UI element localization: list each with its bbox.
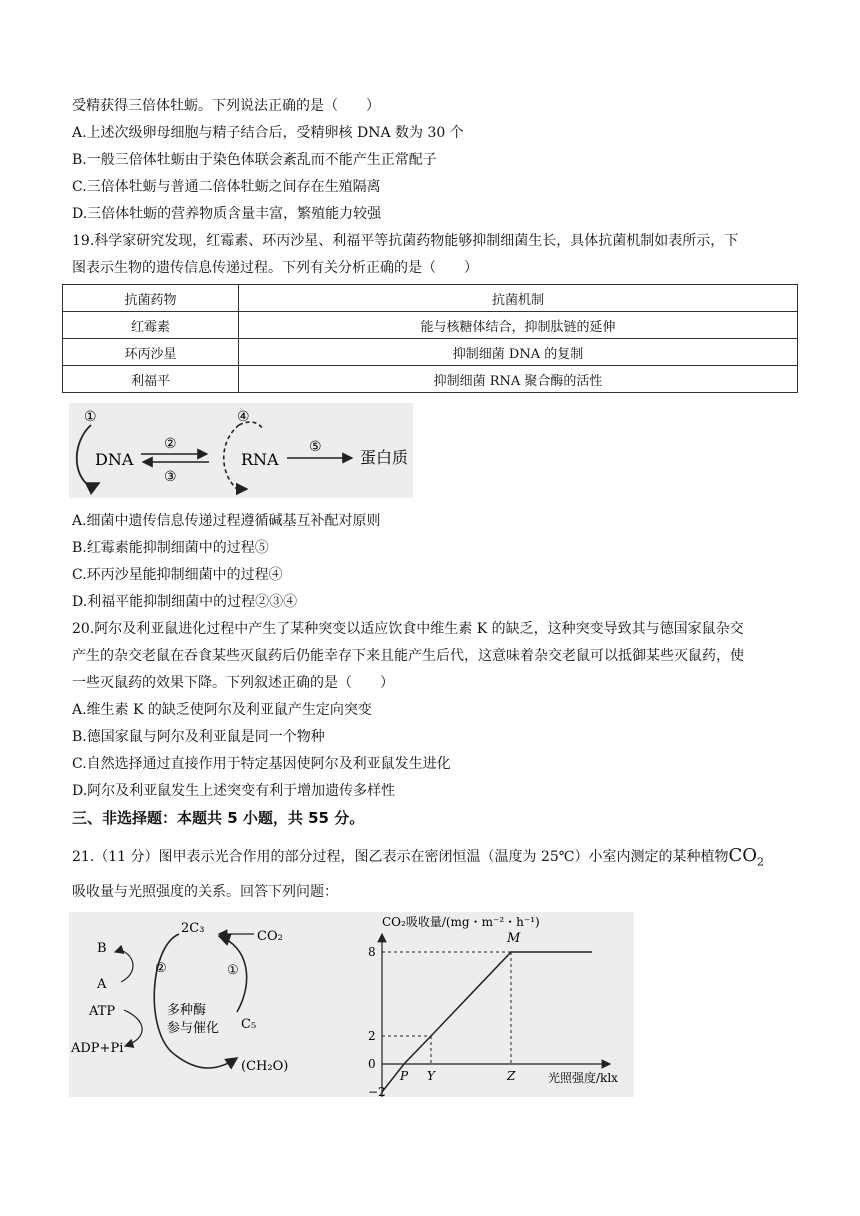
step-4-label: ④ <box>237 409 250 425</box>
replication-arrow <box>77 425 91 487</box>
b-label: B <box>97 941 107 956</box>
table-cell: 环丙沙星 <box>63 339 239 366</box>
q20-stem-line2: 产生的杂交老鼠在吞食某些灭鼠药后仍能幸存下来且能产生后代，这意味着杂交老鼠可以抵御某些灭鼠药，使 <box>72 648 744 664</box>
rna-label: RNA <box>241 450 279 469</box>
q20-option-b: B.德国家鼠与阿尔及利亚鼠是同一个物种 <box>72 729 325 745</box>
reduction-arc <box>154 934 179 1054</box>
q19-stem-line2: 图表示生物的遗传信息传递过程。下列有关分析正确的是（ ） <box>72 260 478 276</box>
q21-stem-text: 21.（11 分）图甲表示光合作用的部分过程，图乙表示在密闭恒温（温度为 25℃）小室内测定的某种植物 <box>72 849 729 865</box>
q21-stem-line1 <box>72 846 764 873</box>
enzyme-label-2: 参与催化 <box>167 1021 220 1036</box>
q18-stem: 受精获得三倍体牡蛎。下列说法正确的是（ ） <box>72 98 380 114</box>
dna-label: DNA <box>95 450 134 469</box>
table-cell: 抑制细菌 RNA 聚合酶的活性 <box>239 366 798 393</box>
rna-replication-arrow <box>224 425 239 489</box>
c3-label: 2C₃ <box>181 921 205 936</box>
q19-option-a: A.细菌中遗传信息传递过程遵循碱基互补配对原则 <box>72 513 381 529</box>
antibiotic-table <box>62 284 798 393</box>
atp-label: ATP <box>89 1004 116 1019</box>
step-5-label: ⑤ <box>309 439 322 455</box>
step-1-circle: ① <box>227 963 239 978</box>
q19-option-b: B.红霉素能抑制细菌中的过程⑤ <box>72 540 269 556</box>
a-label: A <box>97 977 107 992</box>
table-header-drug: 抗菌药物 <box>63 285 239 312</box>
chart-ylabel: CO₂吸收量/(mg・m⁻²・h⁻¹) <box>382 915 540 929</box>
table-header-mechanism: 抗菌机制 <box>239 285 798 312</box>
q20-stem-line3: 一些灭鼠药的效果下降。下列叙述正确的是（ ） <box>72 675 394 691</box>
table-cell: 能与核糖体结合，抑制肽链的延伸 <box>239 312 798 339</box>
section-heading: 三、非选择题：本题共 5 小题，共 55 分。 <box>72 809 365 827</box>
step-3-label: ③ <box>164 469 177 485</box>
q19-stem-line1: 19.科学家研究发现，红霉素、环丙沙星、利福平等抗菌药物能够抑制细菌生长，具体抗菌机制如表所示，下 <box>72 233 739 249</box>
q19-option-c: C.环丙沙星能抑制细菌中的过程④ <box>72 567 283 583</box>
step-1-label: ① <box>84 409 97 425</box>
q18-option-a: A.上述次级卵母细胞与精子结合后，受精卵核 DNA 数为 30 个 <box>72 125 464 141</box>
c5-label: C₅ <box>241 1017 257 1032</box>
step-2-circle: ② <box>155 961 167 976</box>
q18-option-d: D.三倍体牡蛎的营养物质含量丰富，繁殖能力较强 <box>72 206 382 222</box>
q20-option-d: D.阿尔及利亚鼠发生上述突变有利于增加遗传多样性 <box>72 783 396 799</box>
co2-symbol: $CO_2$ <box>728 845 764 869</box>
x-mark-label: P <box>400 1069 409 1083</box>
y-tick-label: 8 <box>368 945 376 959</box>
y-tick-label: 2 <box>368 1029 376 1043</box>
adp-label: ADP+Pi <box>71 1041 124 1056</box>
table-row <box>63 312 798 339</box>
q20-stem-line1: 20.阿尔及利亚鼠进化过程中产生了某种突变以适应饮食中维生素 K 的缺乏，这种突变导致其与德国家鼠杂交 <box>72 621 744 637</box>
point-m-label: M <box>507 931 521 946</box>
q19-option-d: D.利福平能抑制细菌中的过程②③④ <box>72 594 298 610</box>
q18-option-b: B.一般三倍体牡蛎由于染色体联会紊乱而不能产生正常配子 <box>72 152 437 168</box>
co2-absorption-chart <box>360 912 634 1097</box>
chart-xlabel: 光照强度/klx <box>548 1071 618 1085</box>
a-to-b-arrow <box>121 950 133 982</box>
co2-input-label: CO₂ <box>257 929 283 944</box>
q20-option-c: C.自然选择通过直接作用于特定基因使阿尔及利亚鼠发生进化 <box>72 756 451 772</box>
y-tick-label: −2 <box>368 1085 386 1097</box>
protein-label: 蛋白质 <box>360 448 409 467</box>
x-mark-label: Y <box>427 1069 435 1083</box>
q21-stem-line2: 吸收量与光照强度的关系。回答下列问题： <box>72 884 338 900</box>
atp-to-adp-arrow <box>124 1010 142 1046</box>
central-dogma-diagram <box>69 403 413 498</box>
ch2o-label: (CH₂O) <box>241 1059 289 1074</box>
step-2-label: ② <box>164 436 177 452</box>
table-cell: 抑制细菌 DNA 的复制 <box>239 339 798 366</box>
q18-option-c: C.三倍体牡蛎与普通二倍体牡蛎之间存在生殖隔离 <box>72 179 381 195</box>
table-row <box>63 366 798 393</box>
enzyme-label-1: 多种酶 <box>167 1003 207 1018</box>
q20-option-a: A.维生素 K 的缺乏使阿尔及利亚鼠产生定向突变 <box>72 702 372 718</box>
y-tick-label: 0 <box>368 1057 376 1071</box>
x-mark-label: Z <box>507 1069 516 1083</box>
table-row <box>63 339 798 366</box>
table-cell: 红霉素 <box>63 312 239 339</box>
table-cell: 利福平 <box>63 366 239 393</box>
table-header-row <box>63 285 798 312</box>
